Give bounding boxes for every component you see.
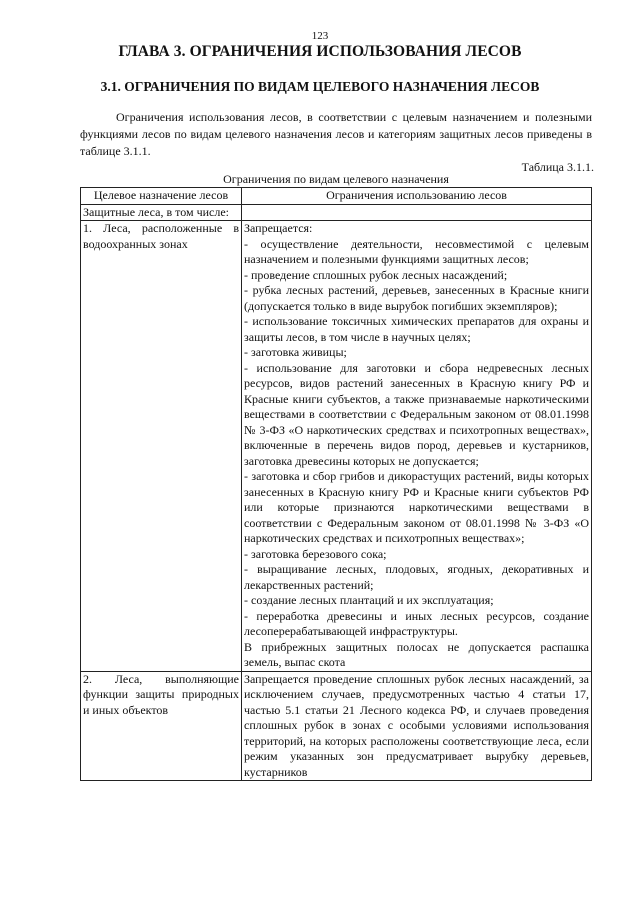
purpose-cell: 1. Леса, расположенные в водоохранных зонах	[81, 221, 242, 672]
group-label-cell: Защитные леса, в том числе:	[81, 204, 242, 221]
restrictions-cell	[242, 671, 592, 781]
restriction-item: - заготовка живицы;	[244, 345, 347, 359]
restriction-item: - переработка древесины и иных лесных ресурсов, создание лесоперерабатывающей инфраструктуры.	[244, 608, 589, 638]
restriction-item: Запрещается:	[244, 221, 313, 235]
header-purpose: Целевое назначение лесов	[81, 188, 242, 205]
restriction-item: В прибрежных защитных полосах не допускается распашка земель, выпас скота	[244, 639, 589, 669]
purpose-cell: 2. Леса, выполняющие функции защиты природных и иных объектов	[81, 671, 242, 781]
restriction-item: - создание лесных плантаций и их эксплуатация;	[244, 593, 494, 607]
restriction-item: - заготовка и сбор грибов и дикорастущих растений, виды которых занесенных в Красную книгу РФ и Красные книги субъектов РФ или которые признаются наркотическими веществами в соответствии с Федеральным законом от 08.01.1998 № 3-ФЗ «О наркотических средствах и психотропных веществах»;	[244, 469, 589, 545]
restriction-item: - рубка лесных растений, деревьев, занесенных в Красные книги (допускается только в виде вырубок погибших экземпляров);	[244, 283, 589, 313]
group-empty-cell	[242, 204, 592, 221]
section-title: 3.1. ОГРАНИЧЕНИЯ ПО ВИДАМ ЦЕЛЕВОГО НАЗНАЧЕНИЯ ЛЕСОВ	[100, 79, 540, 94]
header-restrictions: Ограничения использованию лесов	[242, 188, 592, 205]
restriction-item: - заготовка березового сока;	[244, 546, 387, 561]
restriction-item: - использование для заготовки и сбора недревесных лесных ресурсов, видов растений занесенных в Красную книгу РФ и Красные книги субъектов, а также признаваемые наркотическими веществами в соответствии с Федеральным законом от 08.01.1998 № 3-ФЗ «О наркотических средствах и психотропных веществах», включенные в перечень видов пород, деревьев и кустарников, заготовка древесины которых не допускается;	[244, 360, 589, 468]
restriction-item: - проведение сплошных рубок лесных насаждений;	[244, 267, 508, 282]
table-label: Таблица 3.1.1.	[521, 160, 594, 174]
table-row-group	[81, 204, 592, 221]
restriction-item: - выращивание лесных, плодовых, ягодных, декоративных и лекарственных растений;	[244, 562, 589, 592]
restrictions-cell	[242, 221, 592, 672]
table-header-row	[81, 188, 592, 205]
table-row	[81, 671, 592, 781]
chapter-title: ГЛАВА 3. ОГРАНИЧЕНИЯ ИСПОЛЬЗОВАНИЯ ЛЕСОВ	[118, 43, 522, 60]
restriction-item: - использование токсичных химических препаратов для охраны и защиты лесов, в том числе в научных целях;	[244, 314, 589, 344]
table-row	[81, 221, 592, 672]
intro-paragraph: Ограничения использования лесов, в соответствии с целевым назначением и полезными функциями лесов по видам целевого назначения лесов и категориям защитных лесов приведены в таблице 3.1.1.	[80, 110, 592, 158]
restrictions-table	[80, 187, 592, 781]
restriction-item: Запрещается проведение сплошных рубок лесных насаждений, за исключением случаев, предусмотренных частью 4 статьи 17, частью 5.1 статьи 21 Лесного кодекса РФ, и случаев проведения сплошных рубок в зонах с особыми условиями использования территорий, на которых расположены соответствующие леса, если режим указанных зон предусматривает вырубку деревьев, кустарников	[244, 671, 589, 779]
restriction-item: - осуществление деятельности, несовместимой с целевым назначением и полезными функциями защитных лесов;	[244, 236, 589, 266]
table-caption: Ограничения по видам целевого назначения	[223, 172, 449, 186]
page-number: 123	[311, 30, 329, 42]
